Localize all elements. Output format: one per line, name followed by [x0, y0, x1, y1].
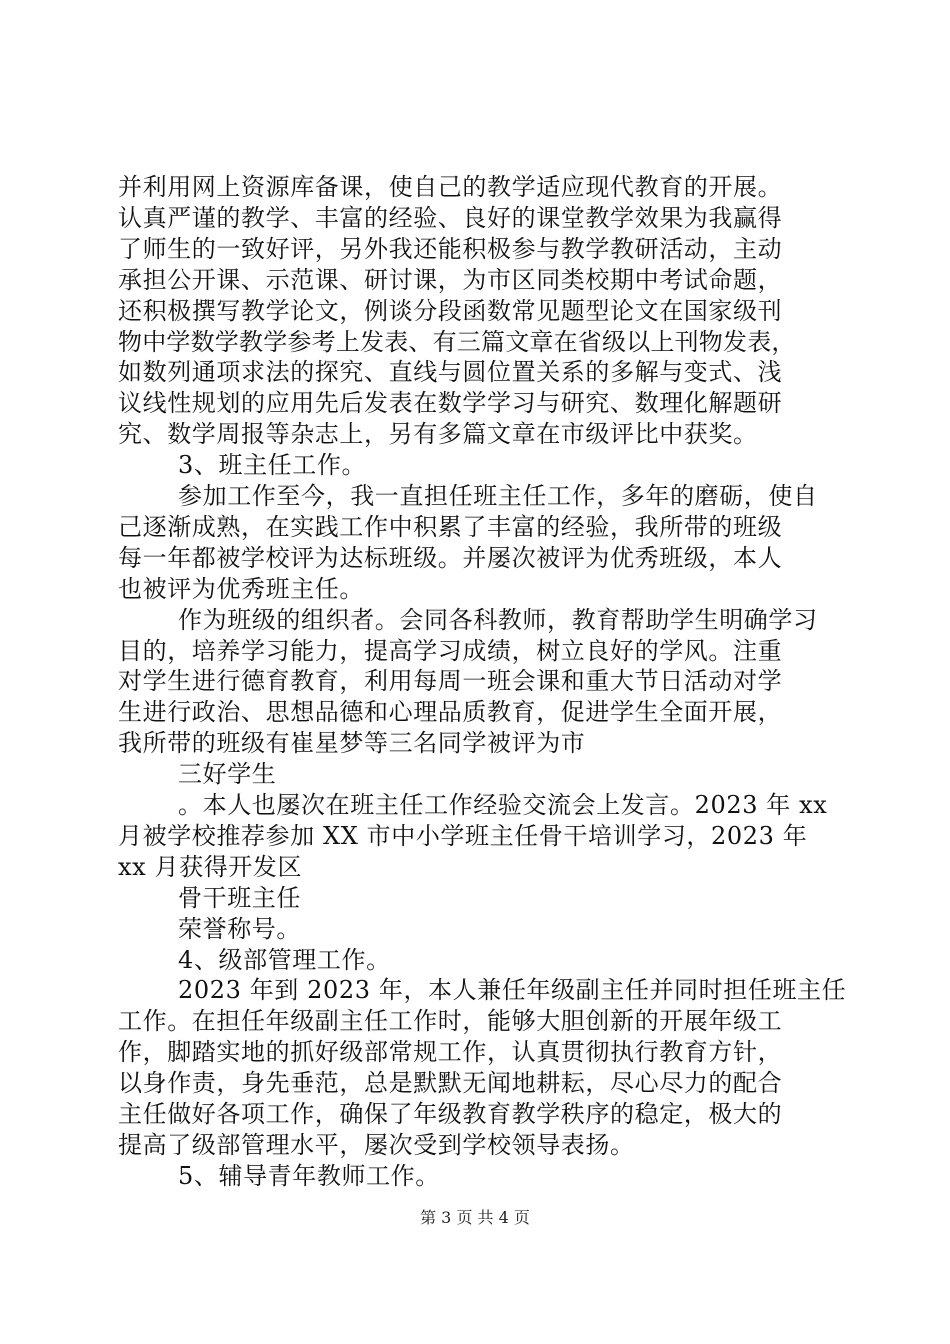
text-line: 工作。在担任年级副主任工作时，能够大胆创新的开展年级工 [118, 1007, 783, 1036]
text-line: 以身作责，身先垂范，总是默默无闻地耕耘，尽心尽力的配合 [118, 1069, 783, 1098]
page-number-footer: 第 3 页 共 4 页 [420, 1208, 530, 1227]
text-line: xx 月获得开发区 [118, 852, 303, 881]
text-line: 我所带的班级有崔星梦等三名同学被评为市 [118, 729, 586, 758]
text-line: 每一年都被学校评为达标班级。并屡次被评为优秀班级，本人 [118, 543, 783, 572]
section-heading: 4、级部管理工作。 [178, 945, 391, 974]
text-line: 三好学生 [178, 760, 277, 789]
text-line: 了师生的一致好评，另外我还能积极参与教学教研活动，主动 [118, 234, 783, 263]
section-heading: 5、辅导青年教师工作。 [178, 1161, 440, 1190]
text-line: 荣誉称号。 [178, 914, 301, 943]
text-line: 主任做好各项工作，确保了年级教育教学秩序的稳定，极大的 [118, 1100, 783, 1128]
text-line: 认真严谨的教学、丰富的经验、良好的课堂教学效果为我赢得 [118, 203, 783, 232]
text-line: 目的，培养学习能力，提高学习成绩，树立良好的学风。注重 [118, 636, 783, 665]
text-line: 也被评为优秀班主任。 [118, 574, 364, 603]
text-line: 月被学校推荐参加 XX 市中小学班主任骨干培训学习，2023 年 [118, 821, 808, 850]
section-heading: 3、班主任工作。 [178, 451, 367, 480]
text-line: 如数列通项求法的探究、直线与圆位置关系的多解与变式、浅 [118, 358, 783, 387]
text-line: 承担公开课、示范课、研讨课，为市区同类校期中考试命题， [118, 265, 783, 294]
text-line: 作，脚踏实地的抓好级部常规工作，认真贯彻执行教育方针， [118, 1038, 783, 1067]
text-line: 还积极撰写教学论文，例谈分段函数常见题型论文在国家级刊 [118, 296, 783, 325]
text-line: 己逐渐成熟，在实践工作中积累了丰富的经验，我所带的班级 [118, 512, 783, 541]
text-line: 究、数学周报等杂志上，另有多篇文章在市级评比中获奖。 [118, 420, 758, 449]
text-line: 对学生进行德育教育，利用每周一班会课和重大节日活动对学 [118, 667, 783, 696]
text-line: 物中学数学教学参考上发表、有三篇文章在省级以上刊物发表， [118, 327, 796, 356]
text-line: 参加工作至今，我一直担任班主任工作，多年的磨砺，使自 [178, 482, 818, 510]
text-line: 2023 年到 2023 年，本人兼任年级副主任并同时担任班主任 [178, 976, 847, 1005]
text-line: 作为班级的组织者。会同各科教师，教育帮助学生明确学习 [178, 605, 818, 634]
text-line: 生进行政治、思想品德和心理品质教育，促进学生全面开展， [118, 698, 783, 727]
text-line: 骨干班主任 [178, 883, 301, 912]
text-line: 。本人也屡次在班主任工作经验交流会上发言。2023 年 xx [178, 791, 828, 819]
text-line: 并利用网上资源库备课，使自己的教学适应现代教育的开展。 [118, 173, 783, 201]
text-line: 议线性规划的应用先后发表在数学学习与研究、数理化解题研 [118, 389, 783, 418]
text-line: 提高了级部管理水平，屡次受到学校领导表扬。 [118, 1130, 635, 1159]
